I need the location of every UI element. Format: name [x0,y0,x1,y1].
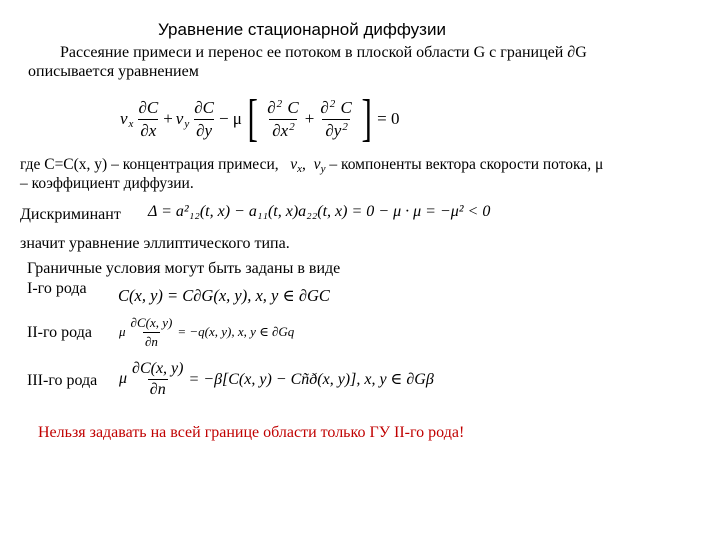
plus-sign: + [163,109,173,128]
diffusion-equation [118,88,401,150]
boundary-intro: Граничные условия могут быть заданы в виде [27,260,341,277]
bc2-label: II-го рода [27,324,92,341]
dC-dx-fraction [135,98,161,141]
vx-subscript: x [128,118,134,130]
d2C-dx2-fraction [263,98,303,141]
left-bracket: [ [247,90,258,147]
sup: 2 [342,120,348,133]
bc2-equation [118,312,295,352]
sup: 2 [329,97,336,110]
sup: 2 [289,120,295,133]
bc2-fraction [128,315,176,350]
bc3-rhs: = −β[C(x, y) − Cñð(x, y)], x, y ∈ ∂Gβ [188,371,434,388]
frac-den: ∂y [196,120,213,140]
d2-symbol: ∂ [320,97,329,117]
bc3-fraction [129,360,186,399]
where-line-2: – коэффициент диффузии. [20,175,194,192]
vx-symbol: v [290,156,298,173]
bc2-rhs: = −q(x, y), x, y ∈ ∂Gq [177,324,295,339]
discriminant-label: Дискриминант [20,206,121,223]
c-symbol: C [340,97,352,117]
comma: , [302,156,306,173]
mu-symbol: μ [119,324,126,339]
slide-title: Уравнение стационарной диффузии [158,20,446,39]
vy-subscript: y [320,163,326,175]
d2-symbol: ∂ [267,97,276,117]
intro-line-1: Рассеяние примеси и перенос ее потоком в плоской области G с границей ∂G [60,44,587,61]
vx-subscript: x [297,163,303,175]
c-symbol: C [287,97,299,117]
equals-zero: = 0 [377,109,400,128]
frac-den: ∂n [149,380,166,398]
frac-den: ∂x [140,120,157,140]
bc3-equation [118,357,435,401]
intro-line-2: описывается уравнением [28,63,199,80]
dy-symbol: ∂y [325,120,342,140]
discriminant-equation: Δ = a²₁₂(t, x) − a₁₁(t, x)a₂₂(t, x) = 0 − μ · μ = −μ² < 0 [148,203,491,220]
vy-symbol: v [175,109,184,128]
frac-num: ∂C(x, y) [132,359,184,377]
sup: 2 [276,97,283,110]
vx-symbol: v [120,109,128,128]
plus-sign: + [304,109,315,128]
where-line-1 [20,155,603,174]
frac-den: ∂n [144,333,158,349]
right-bracket: ] [361,90,372,147]
minus-mu: − μ [218,109,242,128]
warning-text: Нельзя задавать на всей границе области только ГУ II-го рода! [38,424,465,441]
mu-symbol: μ [119,370,128,387]
where-text-a: где C=C(x, y) – концентрация примеси, [20,156,279,173]
dC-dy-fraction [191,98,217,141]
d2C-dy2-fraction [316,98,356,141]
vy-symbol: v [313,156,321,173]
bc1-label: I-го рода [27,280,87,297]
dx-symbol: ∂x [272,120,289,140]
elliptic-text: значит уравнение эллиптического типа. [20,235,290,252]
frac-num: ∂C(x, y) [130,314,173,330]
frac-num: ∂C [138,97,159,117]
vy-subscript: y [184,118,190,130]
where-text-b: – компоненты вектора скорости потока, μ [329,156,604,173]
bc3-label: III-го рода [27,372,98,389]
frac-num: ∂C [194,97,214,117]
bc1-equation: C(x, y) = C∂G(x, y), x, y ∈ ∂GC [118,286,330,305]
